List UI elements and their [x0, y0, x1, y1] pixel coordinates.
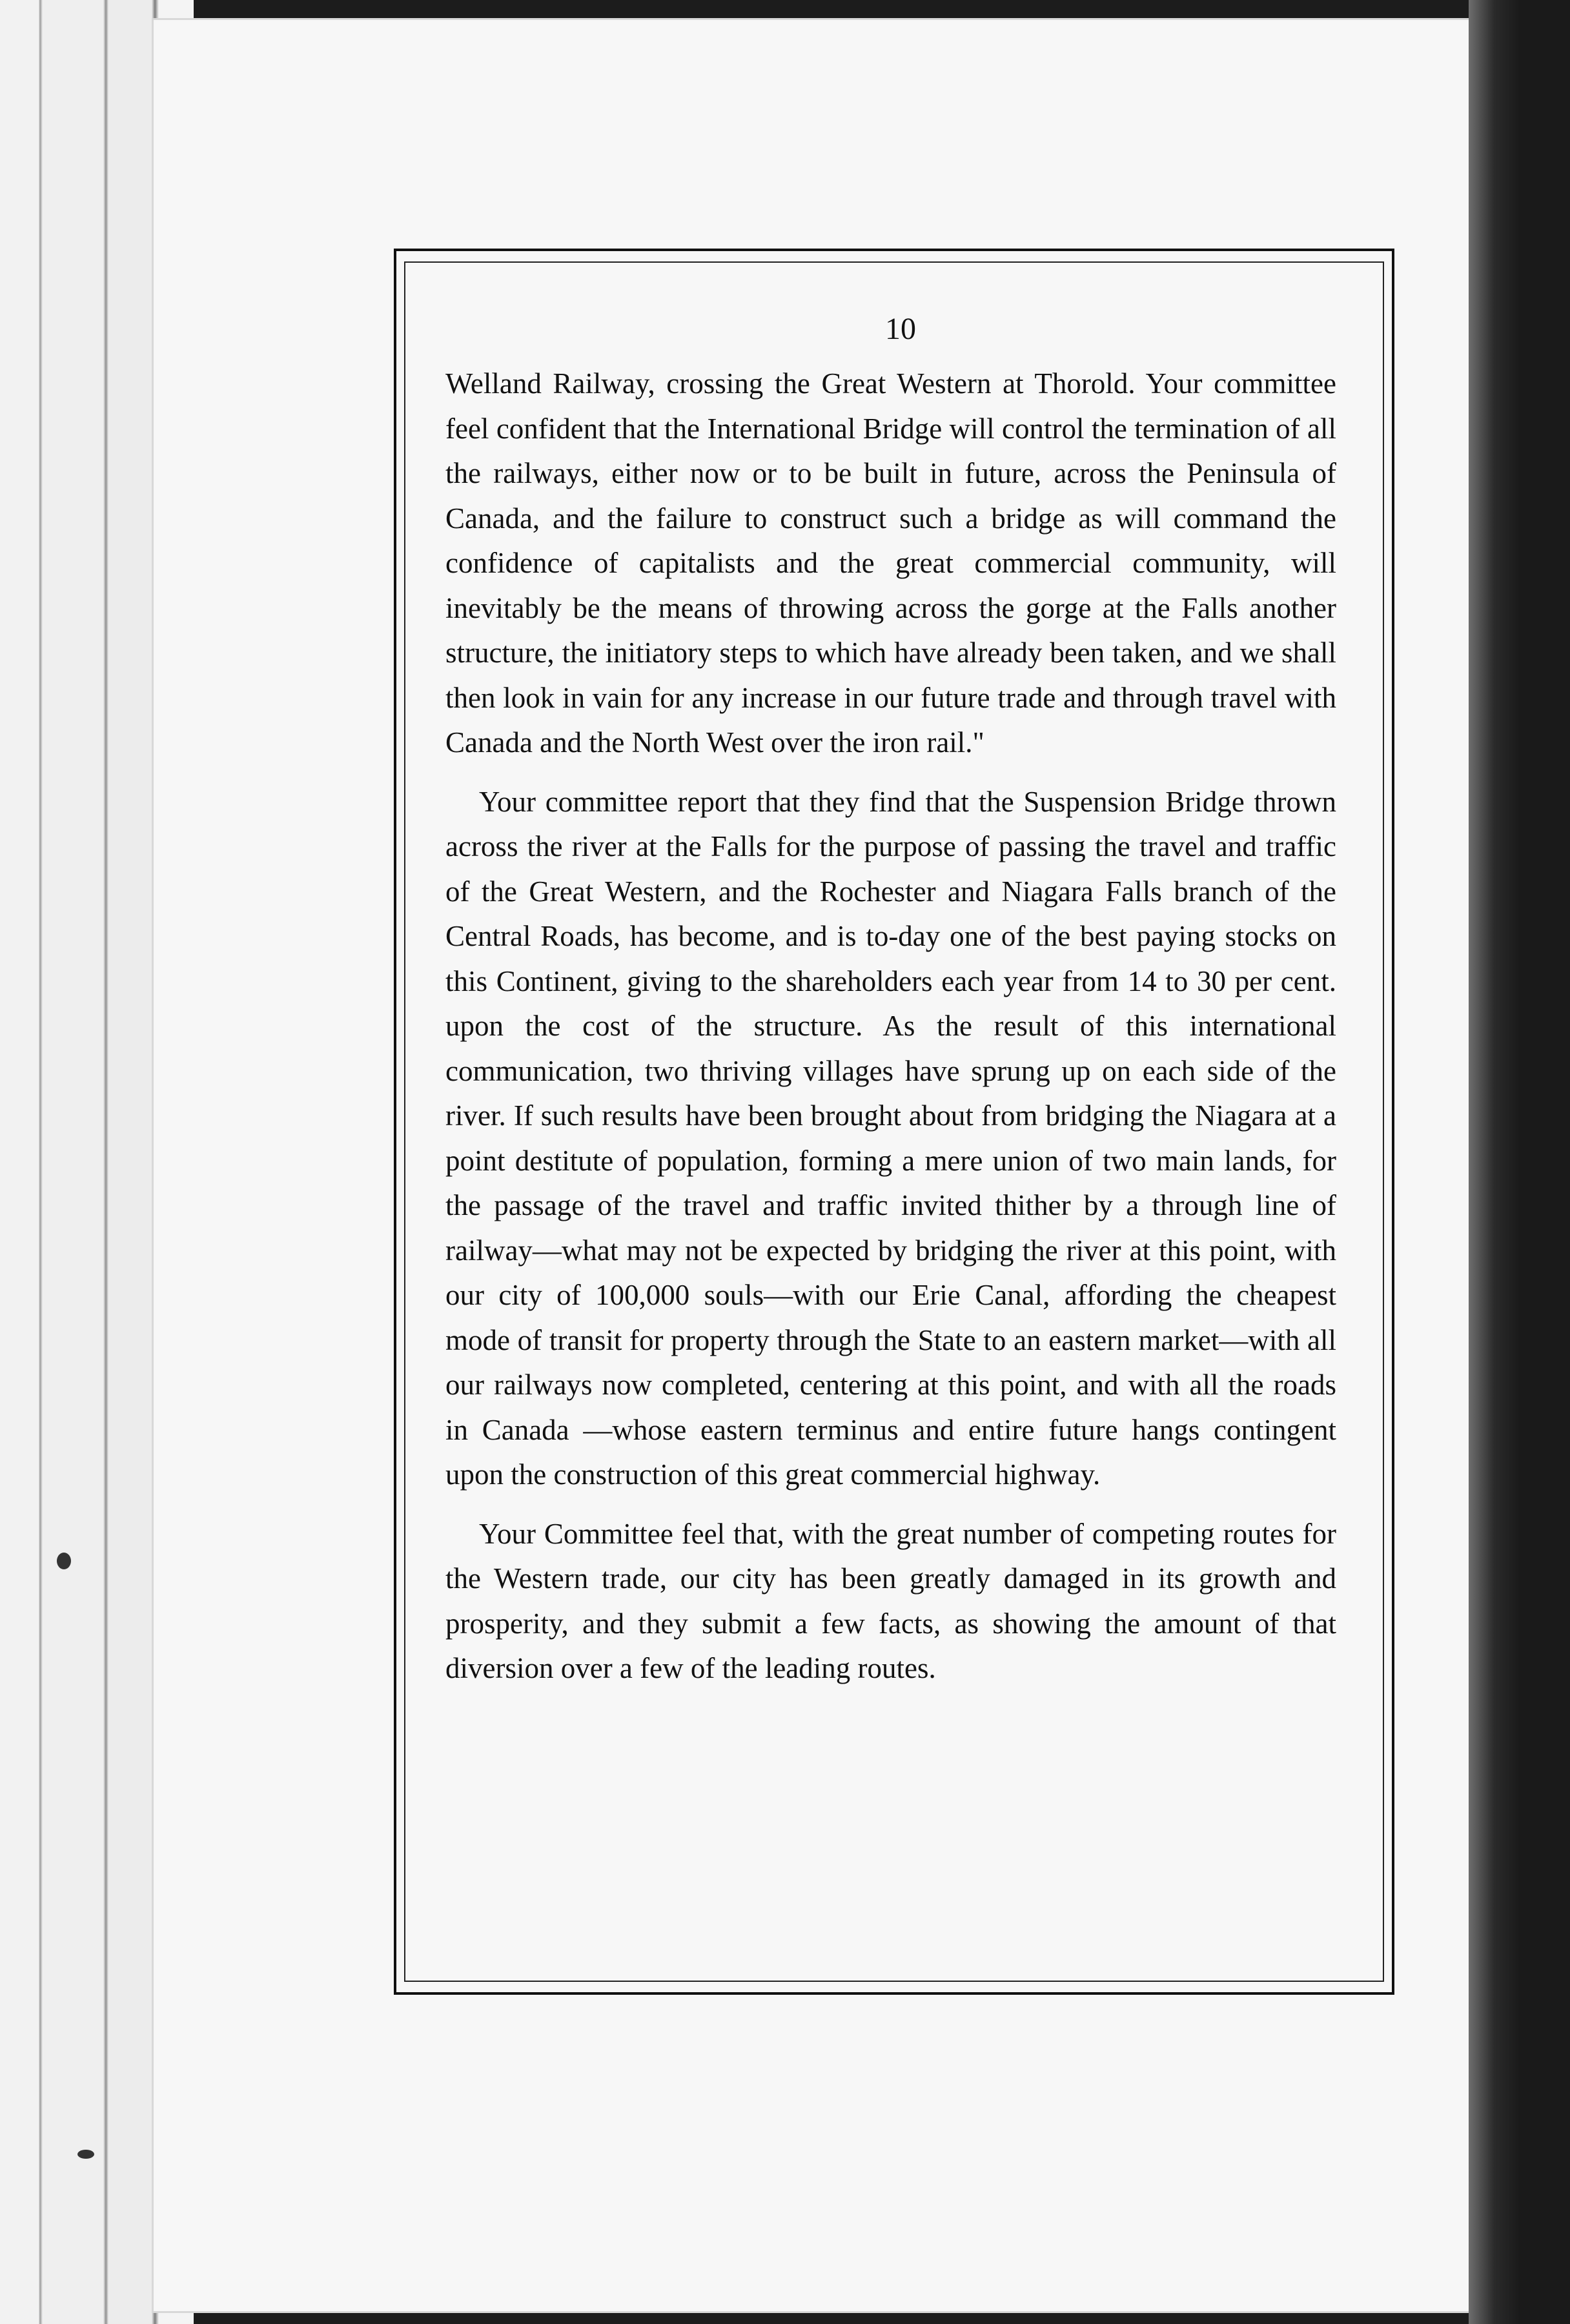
page-number: 10 [885, 312, 916, 346]
binding-shadow [1469, 0, 1570, 2324]
text-block [445, 303, 1336, 1706]
paragraph: Your committee report that they find that the Suspension Bridge thrown across the river at the Falls for the purpose of passing the travel and traffic of the Great Western, and the Rochester and Niagara Falls branch of the Central Roads, has become, and is to-day one of the best paying stocks on this Continent, giving to the shareholders each year from 14 to 30 per cent. upon the cost of the structure. As the result of this international communication, two thriving villages have sprung up on each side of the river. If such results have been brought about from bridging the Niagara at a point destitute of population, forming a mere union of two main lands, for the passage of the travel and traffic invited thither by a through line of railway—what may not be expected by bridging the river at this point, with our city of 100,000 souls—with our Erie Canal, affording the cheapest mode of transit for property through the State to an eastern market—with all our railways now completed, centering at this point, and with all the roads in Canada —whose eastern terminus and entire future hangs contingent upon the construction of this great commercial highway. [445, 785, 1336, 1491]
ink-speck [77, 2150, 94, 2159]
paragraph: Your Committee feel that, with the great number of competing routes for the Western trade, our city has been greatly damaged in its growth and prosperity, and they submit a few facts, as showing the amount of that diversion over a few of the leading routes. [445, 1517, 1336, 1684]
ink-speck [57, 1553, 71, 1569]
paragraph: Welland Railway, crossing the Great Western at Thorold. Your committee feel confident that the International Bridge will control the termination of all the railways, either now or to be built in future, across the Peninsula of Canada, and the failure to construct such a bridge as will command the confidence of capitalists and the great commercial community, will inevitably be the means of throwing across the gorge at the Falls another structure, the initiatory steps to which have already been taken, and we shall then look in vain for any increase in our future trade and through travel with Canada and the North West over the iron rail." [445, 367, 1336, 759]
